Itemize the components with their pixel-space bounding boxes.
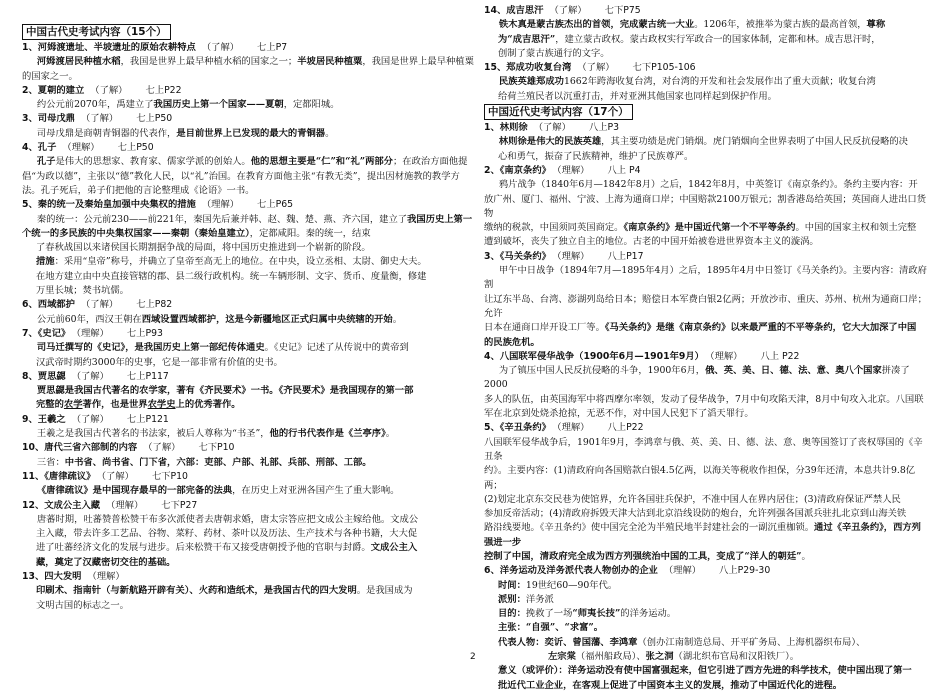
answer-7-cont: 汉武帝时期约3000年的史事，它是一部非常有价值的史书。 — [36, 356, 283, 368]
r-answer-3-cont-3 — [484, 336, 930, 350]
q-ref: 八上P17 — [607, 250, 644, 262]
answer-bold: 完整的 — [36, 399, 64, 411]
answer-6 — [22, 313, 475, 327]
q-tag: （理解） — [556, 422, 590, 434]
q-tag: （理解） — [556, 164, 590, 176]
answer-bold: 藏，奠定了汉藏密切交往的基础。 — [36, 556, 176, 568]
slogan-value: “自强”、“求富”。 — [525, 622, 604, 634]
answer-text: 进了吐蕃经济文化的发展与进步。后来松赞干布又接受唐朝授予他的官职与封爵。 — [36, 542, 371, 554]
r-answer-6-significance-cont — [484, 679, 930, 693]
answer-13 — [22, 584, 475, 598]
q-tag: （了解） — [80, 113, 119, 125]
q-number: 2、 — [484, 164, 500, 176]
goal-value-end: 的洋务运动。 — [620, 608, 677, 620]
q-number: 13、 — [22, 570, 45, 582]
q-ref: 七上P82 — [136, 299, 173, 311]
answer-3 — [22, 127, 475, 141]
answer-7 — [22, 341, 475, 355]
r-question-6 — [484, 564, 930, 578]
q-number: 5、 — [484, 422, 500, 434]
r-answer-5-cont: 约》。主要内容：(1)清政府向各国赔款白银4.5亿两，以海关等税收作担保，分39年还清，本息共计9.8亿两； — [484, 465, 916, 491]
q-number: 3、 — [22, 113, 38, 125]
question-3 — [22, 112, 475, 126]
answer-bold: 铁木真是蒙古族杰出的首领，完成蒙古统一大业 — [498, 19, 695, 31]
question-14 — [484, 4, 930, 18]
answer-bold: 《马关条约》是继《南京条约》以来最严重的不平等条约，它大大加深了中国 — [604, 322, 917, 334]
r-answer-5: 八国联军侵华战争后，1901年9月，李鸿章与俄、英、美、日、德、法、意、奥等国签订了丧权辱国的《辛丑条 — [484, 436, 923, 462]
answer-text: 。 — [801, 550, 811, 562]
r-answer-2-cont: 放广州、厦门、福州、宁波、上海为通商口岸；中国赔款2100万银元；割香港岛给英国；英国商人进出口货物 — [484, 193, 927, 219]
q-title: 洋务运动及洋务派代表人物创办的企业 — [499, 565, 658, 577]
q-ref: 七下P27 — [161, 499, 198, 511]
q-number: 11、 — [22, 470, 45, 482]
q-tag: （理解） — [87, 570, 125, 582]
q-ref: 七下P75 — [604, 5, 641, 16]
q-number: 7、 — [22, 327, 38, 339]
question-2 — [22, 84, 475, 98]
r-question-4 — [484, 350, 930, 364]
rep-label: 代表人物： — [498, 636, 545, 648]
q-ref: 七上P121 — [126, 413, 169, 425]
answer-bold: 他的行书代表作是《兰亭序》 — [269, 428, 386, 440]
question-10 — [22, 441, 475, 455]
q-number: 14、 — [484, 5, 507, 16]
q-title: 《马关条约》 — [499, 250, 551, 262]
answer-text: 缴纳的税款，中国须同英国商定。 — [484, 222, 624, 234]
answer-bold: 贾思勰是我国古代著名的农学家，著有《齐民要术》一书。《齐民要术》是我国现存的第一部 — [36, 385, 414, 397]
answer-text: ；在政治方面他提倡“为政以德”，主张以“德”教化人民，以“礼”治国。在教育方面他主张“有教无类”，提出因材施教的教学方法。孔子死后，弟子们把他的言论整理成《论语》一书。 — [22, 156, 468, 196]
answer-12-cont-3 — [22, 556, 475, 570]
q-tag: （理解） — [709, 350, 743, 362]
answer-bold: 河姆渡居民种植水稻 — [36, 56, 121, 68]
r-question-3 — [484, 250, 930, 264]
q-ref: 七下P10 — [151, 470, 188, 482]
answer-text: 拼凑了2000 — [484, 365, 910, 391]
answer-text: 。 — [325, 127, 335, 139]
answer-bold: 林则徐是伟大的民族英雄 — [498, 136, 602, 148]
q-tag: （理解） — [663, 565, 702, 577]
rep-detail: （福州船政局）、 — [575, 651, 646, 663]
answer-text: 公元前60年，西汉王朝在 — [36, 313, 142, 325]
answer-5-measures-3: 万里长城；焚书坑儒。 — [36, 285, 129, 297]
answer-text: 秦的统一：公元前230——前221年，秦国先后兼并韩、赵、魏、楚、燕、齐六国，建立了 — [36, 213, 408, 225]
answer-15-cont: 给荷兰殖民者以沉重打击，并对亚洲其他国家也同样起到保护作用。 — [498, 90, 777, 102]
answer-bold: 我国历史上第一个国家——夏朝 — [153, 99, 284, 111]
answer-underline: 农学 — [63, 399, 83, 411]
answer-10 — [22, 456, 475, 470]
answer-text: ，我国是世界上最早种植水稻的国家之一； — [120, 56, 298, 68]
r-answer-4-cont-2: 军在北京到处烧杀抢掠，无恶不作，对中国人民犯下了滔天罪行。 — [484, 408, 754, 420]
q-tag: （了解） — [577, 62, 615, 74]
q-title: 孔子 — [37, 142, 57, 154]
r-answer-1 — [484, 135, 930, 149]
rep-names: 奕䜣、曾国藩、李鸿章 — [544, 636, 638, 648]
answer-bold: 文成公主入 — [370, 542, 418, 554]
q-tag: （理解） — [556, 250, 590, 262]
question-5 — [22, 198, 475, 212]
answer-bold: 我国历史上第一个统一的多民族的中央集权国家——秦朝（秦始皇建立） — [22, 213, 473, 239]
answer-12-cont: 主入藏，带去许多工艺品、谷物、菜籽、药材、茶叶以及历法、生产技术与各种书籍，大大促 — [36, 528, 418, 540]
q-number: 6、 — [22, 299, 38, 311]
q-number: 8、 — [22, 370, 38, 382]
r-answer-3: 甲午中日战争（1894年7月—1895年4月）之后，1895年4月中日签订《马关条约》。主要内容：清政府割 — [484, 265, 927, 291]
answer-14 — [484, 18, 930, 32]
answer-text: ，建立蒙古政权。蒙古政权实行军政合一的国家体制，定都和林。成吉思汗时， — [555, 33, 881, 45]
q-title: 八国联军侵华战争（1900年6月—1901年9月） — [499, 350, 704, 362]
answer-4 — [22, 155, 475, 198]
r-answer-6-significance — [484, 664, 930, 678]
measures-label: 措施 — [36, 256, 55, 268]
answer-text: 路沿线要地。《辛丑条约》使中国完全沦为半殖民地半封建社会的一副沉重枷锁。 — [484, 522, 815, 534]
goal-label: 目的： — [498, 608, 526, 620]
q-ref: 八上P3 — [588, 122, 620, 134]
q-title: 贾思勰 — [37, 370, 66, 382]
q-tag: （理解） — [62, 142, 100, 154]
answer-text: 司母戊鼎是商朝青铜器的代表作， — [36, 127, 177, 139]
rep-name-zhang: 张之洞 — [645, 651, 674, 663]
r-answer-6-rep — [484, 636, 930, 650]
question-8 — [22, 370, 475, 384]
q-number: 5、 — [22, 199, 38, 211]
time-value: 19世纪60—90年代。 — [525, 579, 618, 591]
answer-bold: 民族英雄郑成功 — [498, 76, 564, 88]
q-title: 秦的统一及秦始皇加强中央集权的措施 — [37, 199, 196, 211]
r-answer-2-cont-2 — [484, 221, 930, 235]
r-answer-6-time — [484, 579, 930, 593]
answer-8 — [22, 384, 475, 398]
rep-detail: （湖北织布官局和汉阳铁厂）。 — [673, 651, 800, 663]
answer-bold: 他的思想主要是“仁”和“礼”两部分 — [250, 156, 393, 168]
answer-8-cont — [22, 398, 475, 412]
answer-9 — [22, 427, 475, 441]
answer-text: ：采用“皇帝”称号，并确立了皇帝至高无上的地位。在中央，设立丞相、太尉、御史大夫。 — [54, 256, 427, 268]
right-column — [484, 4, 930, 693]
r-answer-2: 鸦片战争（1840年6月—1842年8月）之后，1842年8月，中英签订《南京条约》。条约主要内容：开 — [498, 179, 918, 191]
answer-2 — [22, 98, 475, 112]
answer-bold: 是目前世界上已发现的最大的青铜器 — [176, 127, 326, 139]
question-6 — [22, 298, 475, 312]
answer-text: 是伟大的思想家、教育家、儒家学派的创始人。 — [55, 156, 251, 168]
ancient-history-heading: 中国古代史考试内容（15个） — [22, 24, 171, 40]
q-title: 《南京条约》 — [499, 164, 551, 176]
answer-text: 约公元前2070年，禹建立了 — [36, 99, 154, 111]
q-tag: （理解） — [106, 499, 144, 511]
r-answer-2-cont-3: 遭到破坏，丧失了独立自主的地位。古老的中国开始被卷进世界资本主义的漩涡。 — [484, 236, 819, 248]
answer-text: ，我国是世界上最早种植粟的国家之一。 — [22, 56, 474, 82]
slogan-label: 主张： — [498, 622, 526, 634]
answer-15 — [484, 75, 930, 89]
goal-bold: “师夷长技” — [572, 608, 621, 620]
answer-bold: 《唐律疏议》是中国现存最早的一部完备的法典 — [36, 485, 233, 497]
answer-bold: 中书省、尚书省、门下省，六部：吏部、户部、礼部、兵部、刑部、工部。 — [64, 456, 372, 468]
r-answer-6-goal — [484, 607, 930, 621]
goal-value: 挽救了一场 — [525, 608, 573, 620]
answer-bold: 上的优秀著作。 — [175, 399, 241, 411]
answer-text: 。 — [385, 428, 396, 440]
modern-history-heading: 中国近代史考试内容（17个） — [484, 104, 633, 120]
q-number: 6、 — [484, 565, 500, 577]
q-title: 文成公主入藏 — [44, 499, 101, 511]
answer-bold: 尊称 — [866, 19, 886, 31]
q-title: 唐代三省六部制的内容 — [44, 442, 138, 454]
faction-label: 派别： — [498, 593, 526, 605]
answer-bold: 《南京条约》是中国近代第一个不平等条约 — [623, 222, 796, 234]
significance-text: 洋务运动没有使中国富强起来，但它引进了西方先进的科学技术，使中国出现了第一 — [567, 665, 912, 677]
q-ref: 七上P50 — [136, 113, 173, 125]
significance-text: 批近代工业企业，在客观上促进了中国资本主义的发展，推动了中国近代化的进程。 — [498, 679, 842, 691]
answer-bold: 的民族危机。 — [484, 336, 540, 348]
answer-text: 。 — [392, 313, 403, 325]
q-title: 郑成功收复台湾 — [506, 62, 572, 74]
answer-text: 1662年跨海收复台湾，对台湾的开发和社会发展作出了重大贡献；收复台湾 — [563, 76, 876, 88]
answer-14-cont — [484, 33, 930, 47]
answer-text: 。是我国成为 — [356, 585, 413, 597]
r-question-2 — [484, 164, 930, 178]
answer-12-cont-2 — [22, 541, 475, 555]
q-title: 夏朝的建立 — [37, 84, 85, 96]
question-11 — [22, 470, 475, 484]
r-answer-1-cont: 心和勇气，振奋了民族精神，维护了民族尊严。 — [498, 150, 694, 162]
answer-bold: 为“成吉思汗” — [498, 33, 556, 45]
time-label: 时间： — [498, 579, 526, 591]
answer-text: 。1206年，被推举为蒙古族的最高首领， — [694, 19, 867, 31]
answer-bold: 通过《辛丑条约》，西方列强进一步 — [484, 522, 921, 548]
q-ref: 七上P93 — [126, 327, 163, 339]
r-question-1 — [484, 121, 930, 135]
q-tag: （理解） — [201, 199, 240, 211]
q-number: 1、 — [22, 42, 38, 53]
q-ref: 七下P10 — [198, 442, 235, 454]
q-ref: 八上 P22 — [760, 350, 800, 362]
q-ref: 七上P7 — [257, 42, 288, 53]
answer-bold: 印刷术、指南针（与新航路开辟有关）、火药和造纸术，是我国古代的四大发明 — [36, 585, 357, 597]
answer-text: 日本在通商口岸开设工厂等。 — [484, 322, 605, 334]
answer-text: 三省： — [36, 456, 65, 468]
faction-value: 洋务派 — [525, 593, 554, 605]
q-ref: 七上P65 — [257, 199, 294, 211]
r-answer-6-slogan — [484, 621, 930, 635]
answer-text: 王羲之是我国古代著名的书法家，被后人尊称为“书圣”， — [36, 428, 270, 440]
q-tag: （理解） — [76, 327, 109, 339]
r-answer-3-cont: 让辽东半岛、台湾、澎湖列岛给日本；赔偿日本军费白银2亿两；开放沙市、重庆、苏州、杭州为通商口岸；允许 — [484, 293, 927, 319]
question-9 — [22, 413, 475, 427]
r-question-5 — [484, 421, 930, 435]
q-tag: （了解） — [71, 370, 109, 382]
answer-bold: 孔子 — [36, 156, 56, 168]
q-ref: 七上P22 — [145, 84, 182, 96]
answer-11 — [22, 484, 475, 498]
q-tag: （了解） — [71, 413, 109, 425]
r-answer-4-cont: 多人的队伍，由英国海军中将西摩尔率领，发动了侵华战争，7月中旬攻陷天津，8月中旬攻入北京。八国联 — [484, 393, 924, 405]
answer-5-cont: 了春秋战国以来诸侯国长期割据争战的局面，将中国历史推进到一个崭新的阶段。 — [36, 242, 371, 254]
answer-text: 。中国的国家主权和领土完整 — [795, 222, 917, 234]
q-tag: （了解） — [549, 5, 587, 16]
q-ref: 八上 P4 — [607, 164, 641, 176]
answer-5 — [22, 213, 475, 242]
q-number: 15、 — [484, 62, 507, 74]
answer-text: ，定都阳城。 — [283, 99, 340, 111]
answer-bold: 控制了中国，清政府完全成为西方列强统治中国的工具，变成了“洋人的朝廷” — [484, 550, 802, 562]
answer-14-cont-2: 创制了蒙古族通行的文字。 — [498, 47, 610, 59]
answer-5-measures-2: 在地方建立由中央直接管辖的郡、县二级行政机构。统一车辆形制、文字、货币、度量衡，修建 — [36, 270, 427, 282]
answer-underline: 农学史 — [147, 399, 176, 411]
answer-bold: 半坡居民种植粟 — [297, 56, 363, 68]
answer-text: ，其主要功绩是虎门销烟。虎门销烟向全世界表明了中国人民反抗侵略的决 — [601, 136, 908, 148]
answer-bold: 西域设置西域都护，这是今新疆地区正式归属中央统辖的开始 — [141, 313, 393, 325]
answer-bold: 著作，也是世界 — [82, 399, 148, 411]
question-7 — [22, 327, 475, 341]
q-ref: 八上P29-30 — [719, 565, 771, 577]
q-title: 河姆渡遗址、半坡遗址的原始农耕特点 — [37, 42, 196, 53]
left-column — [22, 24, 475, 613]
q-title: 《辛丑条约》 — [499, 422, 551, 434]
q-tag: （了解） — [80, 299, 119, 311]
q-number: 10、 — [22, 442, 45, 454]
r-answer-5-cont-3: 参加反帝活动；(4)清政府拆毁天津大沽到北京沿线设防的炮台，允许列强各国派兵驻扎北京到山海关铁 — [484, 508, 907, 520]
q-title: 四大发明 — [44, 570, 82, 582]
q-title: 王羲之 — [37, 413, 66, 425]
q-tag: （了解） — [533, 122, 571, 134]
answer-5-measures — [22, 255, 475, 269]
q-number: 4、 — [484, 350, 500, 362]
q-ref: 七上P50 — [117, 142, 154, 154]
q-tag: （了解） — [90, 84, 128, 96]
q-number: 4、 — [22, 142, 38, 154]
q-title: 林则徐 — [499, 122, 528, 134]
q-ref: 八上P22 — [607, 422, 644, 434]
question-4 — [22, 141, 475, 155]
q-title: 成吉思汗 — [506, 5, 544, 16]
q-tag: （了解） — [143, 442, 181, 454]
q-number: 1、 — [484, 122, 500, 134]
r-answer-5-cont-4 — [484, 521, 930, 550]
question-1 — [22, 41, 475, 55]
q-number: 2、 — [22, 84, 38, 96]
q-title: 《唐律疏议》 — [44, 470, 96, 482]
rep-detail: （创办江南制造总局、开平矿务局、上海机器织布局）、 — [637, 636, 866, 648]
q-number: 9、 — [22, 413, 38, 425]
r-answer-5-cont-5 — [484, 550, 930, 564]
answer-bold: 司马迁撰写的《史记》，是我国历史上第一部纪传体通史 — [36, 342, 265, 354]
question-12 — [22, 499, 475, 513]
q-title: 西域都护 — [37, 299, 75, 311]
q-ref: 七上P117 — [126, 370, 169, 382]
question-15 — [484, 61, 930, 75]
q-number: 3、 — [484, 250, 500, 262]
answer-1 — [22, 55, 475, 84]
q-ref: 七下P105-106 — [632, 62, 696, 74]
r-answer-3-cont-2 — [484, 321, 930, 335]
answer-text: 。《史记》记述了从传说中的黄帝到 — [264, 342, 409, 354]
q-title: 司母戊鼎 — [37, 113, 75, 125]
q-tag: （了解） — [201, 42, 240, 53]
answer-12: 唐蕃时期，吐蕃赞普松赞干布多次派使者去唐朝求婚，唐太宗答应把文成公主嫁给他。文成公 — [36, 513, 419, 525]
q-number: 12、 — [22, 499, 45, 511]
q-tag: （了解） — [101, 470, 134, 482]
significance-label: 意义（或评价）： — [498, 665, 568, 677]
answer-text: 为了镇压中国人民反抗侵略的斗争，1900年6月， — [498, 365, 706, 377]
q-title: 《史记》 — [37, 327, 71, 339]
r-answer-6-faction — [484, 593, 930, 607]
answer-bold: 俄、英、美、日、德、法、意、奥八个国家 — [705, 365, 882, 377]
page-number: 2 — [470, 652, 476, 662]
answer-text: ，在历史上对亚洲各国产生了重大影响。 — [232, 485, 400, 497]
r-answer-4 — [484, 364, 930, 393]
answer-text: ，定都咸阳。秦的统一，结束 — [249, 227, 371, 239]
answer-13-cont: 文明古国的标志之一。 — [36, 599, 129, 611]
question-13 — [22, 570, 475, 584]
r-answer-6-rep-cont — [484, 650, 930, 664]
r-answer-5-cont-2: (2)划定北京东交民巷为使馆界，允许各国驻兵保护，不准中国人在界内居住；(3)清政府保证严禁人民 — [484, 493, 901, 505]
rep-name-zuo: 左宗棠 — [548, 651, 576, 663]
